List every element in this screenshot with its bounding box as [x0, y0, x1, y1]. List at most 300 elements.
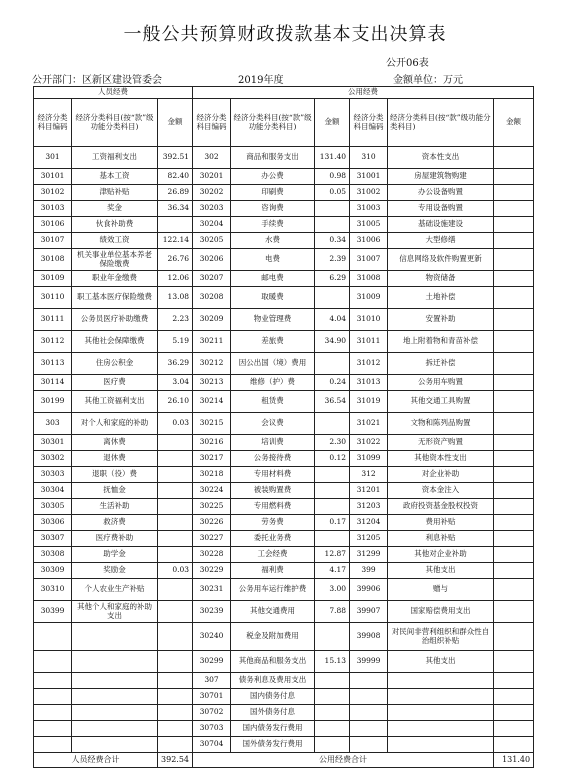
cell-code: 30201	[193, 169, 231, 185]
cell-amount	[315, 483, 350, 499]
cell-name: 水费	[231, 233, 315, 249]
cell-amount	[158, 689, 193, 705]
cell-amount	[158, 601, 193, 623]
cell-name: 政府投资基金股权投资	[388, 499, 494, 515]
cell-amount: 2.39	[315, 249, 350, 271]
cell-code: 30213	[193, 375, 231, 391]
cell-amount	[158, 651, 193, 673]
cell-code: 30112	[34, 331, 72, 353]
cell-amount: 13.08	[158, 287, 193, 309]
cell-name: 被装购置费	[231, 483, 315, 499]
cell-code: 31012	[350, 353, 388, 375]
table-row	[34, 391, 534, 413]
cell-code	[34, 651, 72, 673]
cell-code: 31005	[350, 217, 388, 233]
cell-code: 30399	[34, 601, 72, 623]
report-title: 一般公共预算财政拨款基本支出决算表	[123, 24, 447, 45]
cell-name: 办公费	[231, 169, 315, 185]
table-row	[34, 147, 534, 169]
cell-name: 物资储备	[388, 271, 494, 287]
cell-name: 抚恤金	[72, 483, 158, 499]
cell-code: 30218	[193, 467, 231, 483]
cell-amount	[494, 531, 534, 547]
cell-code: 303	[34, 413, 72, 435]
cell-amount	[494, 353, 534, 375]
cell-amount	[315, 499, 350, 515]
cell-name: 物业管理费	[231, 309, 315, 331]
cell-amount	[315, 673, 350, 689]
cell-name: 其他社会保障缴费	[72, 331, 158, 353]
cell-amount	[315, 287, 350, 309]
cell-name: 电费	[231, 249, 315, 271]
cell-amount	[494, 737, 534, 753]
cell-amount	[494, 435, 534, 451]
cell-code: 31022	[350, 435, 388, 451]
table-row	[34, 515, 534, 531]
table-row	[34, 233, 534, 249]
cell-code: 30102	[34, 185, 72, 201]
cell-amount	[494, 217, 534, 233]
cell-amount: 6.29	[315, 271, 350, 287]
cell-name: 办公设备购置	[388, 185, 494, 201]
cell-name	[388, 721, 494, 737]
cell-amount: 5.19	[158, 331, 193, 353]
cell-amount: 12.06	[158, 271, 193, 287]
table-row	[34, 531, 534, 547]
cell-amount	[494, 331, 534, 353]
cell-code: 30216	[193, 435, 231, 451]
cell-name: 委托业务费	[231, 531, 315, 547]
cell-name: 租赁费	[231, 391, 315, 413]
cell-name: 退休费	[72, 451, 158, 467]
cell-name: 工资福利支出	[72, 147, 158, 169]
cell-code	[350, 721, 388, 737]
cell-amount	[158, 579, 193, 601]
table-row	[34, 579, 534, 601]
cell-name: 差旅费	[231, 331, 315, 353]
table-code: 公开06表	[386, 58, 429, 69]
cell-code: 399	[350, 563, 388, 579]
cell-name: 其他支出	[388, 651, 494, 673]
cell-code: 31099	[350, 451, 388, 467]
cell-name: 退职（役）费	[72, 467, 158, 483]
table-row	[34, 563, 534, 579]
cell-amount	[315, 201, 350, 217]
cell-code: 30111	[34, 309, 72, 331]
cell-name: 资本性支出	[388, 147, 494, 169]
cell-code: 31021	[350, 413, 388, 435]
table-row	[34, 435, 534, 451]
cell-name: 工会经费	[231, 547, 315, 563]
public-total-value: 131.40	[494, 753, 534, 768]
cell-amount	[315, 689, 350, 705]
cell-amount	[494, 623, 534, 651]
cell-name: 福利费	[231, 563, 315, 579]
cell-code: 30239	[193, 601, 231, 623]
cell-code: 31008	[350, 271, 388, 287]
cell-amount	[494, 201, 534, 217]
cell-code: 30107	[34, 233, 72, 249]
cell-name: 救济费	[72, 515, 158, 531]
cell-code: 30211	[193, 331, 231, 353]
cell-amount	[494, 705, 534, 721]
cell-amount	[494, 391, 534, 413]
department-label: 公开部门：区新区建设管委会	[32, 75, 162, 86]
cell-code	[34, 737, 72, 753]
cell-code	[34, 721, 72, 737]
cell-code: 30701	[193, 689, 231, 705]
cell-name: 文物和陈列品购置	[388, 413, 494, 435]
cell-code	[34, 689, 72, 705]
cell-code: 30217	[193, 451, 231, 467]
cell-code	[350, 705, 388, 721]
cell-name: 取暖费	[231, 287, 315, 309]
cell-amount: 82.40	[158, 169, 193, 185]
table-row	[34, 737, 534, 753]
table-row	[34, 217, 534, 233]
table-row	[34, 309, 534, 331]
cell-amount	[494, 673, 534, 689]
cell-code: 30229	[193, 563, 231, 579]
cell-amount: 36.54	[315, 391, 350, 413]
cell-code: 30226	[193, 515, 231, 531]
cell-name: 医疗费	[72, 375, 158, 391]
table-row	[34, 249, 534, 271]
cell-code: 30212	[193, 353, 231, 375]
cell-amount	[158, 547, 193, 563]
cell-code: 39999	[350, 651, 388, 673]
cell-name: 助学金	[72, 547, 158, 563]
cell-code	[34, 673, 72, 689]
table-row	[34, 169, 534, 185]
table-row	[34, 185, 534, 201]
cell-name: 专用燃料费	[231, 499, 315, 515]
cell-name: 职业年金缴费	[72, 271, 158, 287]
cell-code: 31019	[350, 391, 388, 413]
cell-name: 商品和服务支出	[231, 147, 315, 169]
cell-code: 30225	[193, 499, 231, 515]
cell-name	[388, 737, 494, 753]
cell-code: 31009	[350, 287, 388, 309]
cell-code: 30305	[34, 499, 72, 515]
cell-amount	[158, 435, 193, 451]
cell-name: 公务员医疗补助缴费	[72, 309, 158, 331]
cell-name: 伙食补助费	[72, 217, 158, 233]
cell-amount	[494, 547, 534, 563]
year-label: 2019年度	[238, 75, 284, 86]
cell-amount	[315, 737, 350, 753]
cell-amount: 36.29	[158, 353, 193, 375]
cell-name	[72, 623, 158, 651]
cell-name: 机关事业单位基本养老保险缴费	[72, 249, 158, 271]
cell-amount: 2.30	[315, 435, 350, 451]
cell-amount	[494, 579, 534, 601]
cell-amount: 4.04	[315, 309, 350, 331]
cell-name: 邮电费	[231, 271, 315, 287]
table-row	[34, 499, 534, 515]
cell-amount	[494, 271, 534, 287]
cell-code: 39906	[350, 579, 388, 601]
cell-code: 30231	[193, 579, 231, 601]
cell-amount: 26.10	[158, 391, 193, 413]
cell-code: 30209	[193, 309, 231, 331]
personnel-total-label: 人员经费合计	[34, 753, 158, 768]
cell-code: 30304	[34, 483, 72, 499]
cell-amount	[158, 737, 193, 753]
cell-name: 其他支出	[388, 563, 494, 579]
cell-code: 30704	[193, 737, 231, 753]
cell-name: 其他个人和家庭的补助支出	[72, 601, 158, 623]
cell-amount	[494, 147, 534, 169]
public-group-header: 公用经费	[193, 87, 534, 99]
cell-amount	[315, 217, 350, 233]
cell-amount: 12.87	[315, 547, 350, 563]
cell-name: 公务用车运行维护费	[231, 579, 315, 601]
cell-name: 因公出国（境）费用	[231, 353, 315, 375]
cell-name: 信息网络及软件购置更新	[388, 249, 494, 271]
cell-amount	[158, 217, 193, 233]
cell-amount	[494, 169, 534, 185]
cell-code	[34, 705, 72, 721]
cell-code: 30703	[193, 721, 231, 737]
cell-amount: 0.34	[315, 233, 350, 249]
cell-amount	[158, 673, 193, 689]
cell-amount: 2.23	[158, 309, 193, 331]
col-header-code: 经济分类科目编码	[350, 99, 388, 147]
cell-amount	[494, 375, 534, 391]
cell-name: 绩效工资	[72, 233, 158, 249]
cell-amount: 15.13	[315, 651, 350, 673]
cell-code	[350, 737, 388, 753]
cell-name: 基础设施建设	[388, 217, 494, 233]
cell-name: 离休费	[72, 435, 158, 451]
expenditure-table	[33, 86, 534, 768]
table-row	[34, 601, 534, 623]
cell-amount	[158, 721, 193, 737]
cell-name: 医疗费补助	[72, 531, 158, 547]
cell-amount	[315, 721, 350, 737]
cell-amount: 0.24	[315, 375, 350, 391]
cell-amount: 3.00	[315, 579, 350, 601]
cell-name: 其他资本性支出	[388, 451, 494, 467]
cell-name: 对民间非营利组织和群众性自治组织补贴	[388, 623, 494, 651]
cell-name: 奖金	[72, 201, 158, 217]
cell-amount: 392.51	[158, 147, 193, 169]
cell-name: 劳务费	[231, 515, 315, 531]
cell-code: 31001	[350, 169, 388, 185]
cell-code: 30204	[193, 217, 231, 233]
cell-name: 培训费	[231, 435, 315, 451]
cell-name: 公务用车购置	[388, 375, 494, 391]
cell-amount: 26.76	[158, 249, 193, 271]
cell-code: 31003	[350, 201, 388, 217]
cell-amount	[494, 451, 534, 467]
cell-name	[72, 651, 158, 673]
cell-amount: 36.34	[158, 201, 193, 217]
cell-amount	[315, 531, 350, 547]
cell-name: 个人农业生产补贴	[72, 579, 158, 601]
cell-amount	[494, 499, 534, 515]
col-header-amount: 金额	[315, 99, 350, 147]
cell-name: 利息补贴	[388, 531, 494, 547]
cell-name: 专用设备购置	[388, 201, 494, 217]
table-row	[34, 287, 534, 309]
cell-amount: 7.88	[315, 601, 350, 623]
cell-name: 无形资产购置	[388, 435, 494, 451]
col-header-name: 经济分类科目(按“款”级功能分类科目)	[72, 99, 158, 147]
cell-code: 30214	[193, 391, 231, 413]
cell-code: 307	[193, 673, 231, 689]
col-header-amount: 金额	[494, 99, 534, 147]
cell-name: 其他对企业补助	[388, 547, 494, 563]
cell-code: 30302	[34, 451, 72, 467]
cell-name: 拆迁补偿	[388, 353, 494, 375]
cell-amount	[315, 353, 350, 375]
cell-amount	[494, 483, 534, 499]
cell-name: 国内债务付息	[231, 689, 315, 705]
cell-amount	[315, 705, 350, 721]
cell-amount	[494, 563, 534, 579]
cell-amount	[494, 233, 534, 249]
cell-name: 维修（护）费	[231, 375, 315, 391]
cell-code: 310	[350, 147, 388, 169]
cell-code: 31006	[350, 233, 388, 249]
cell-code: 31201	[350, 483, 388, 499]
cell-code: 30227	[193, 531, 231, 547]
cell-name: 生活补助	[72, 499, 158, 515]
table-row	[34, 547, 534, 563]
cell-code: 31205	[350, 531, 388, 547]
cell-amount: 131.40	[315, 147, 350, 169]
cell-code: 31013	[350, 375, 388, 391]
cell-name: 地上附着物和青苗补偿	[388, 331, 494, 353]
cell-code: 301	[34, 147, 72, 169]
cell-name: 债务利息及费用支出	[231, 673, 315, 689]
cell-name: 津贴补贴	[72, 185, 158, 201]
cell-code: 30207	[193, 271, 231, 287]
cell-code: 31203	[350, 499, 388, 515]
table-row	[34, 483, 534, 499]
table-row	[34, 413, 534, 435]
cell-amount: 122.14	[158, 233, 193, 249]
cell-name: 对个人和家庭的补助	[72, 413, 158, 435]
cell-amount: 0.98	[315, 169, 350, 185]
cell-code: 30309	[34, 563, 72, 579]
cell-code: 30301	[34, 435, 72, 451]
cell-code: 30215	[193, 413, 231, 435]
cell-name: 大型修缮	[388, 233, 494, 249]
cell-name: 公务接待费	[231, 451, 315, 467]
cell-name: 其他交通工具购置	[388, 391, 494, 413]
cell-code	[350, 689, 388, 705]
cell-code: 30303	[34, 467, 72, 483]
cell-amount: 26.89	[158, 185, 193, 201]
cell-name: 税金及附加费用	[231, 623, 315, 651]
cell-name	[72, 705, 158, 721]
table-row	[34, 651, 534, 673]
cell-name: 专用材料费	[231, 467, 315, 483]
cell-amount: 0.05	[315, 185, 350, 201]
cell-amount	[315, 413, 350, 435]
cell-amount: 0.12	[315, 451, 350, 467]
cell-amount	[315, 623, 350, 651]
cell-code: 302	[193, 147, 231, 169]
cell-code: 30224	[193, 483, 231, 499]
table-row	[34, 451, 534, 467]
cell-amount	[158, 483, 193, 499]
cell-code	[350, 673, 388, 689]
cell-code: 39908	[350, 623, 388, 651]
cell-amount: 0.03	[158, 563, 193, 579]
table-row	[34, 623, 534, 651]
cell-code: 30114	[34, 375, 72, 391]
col-header-code: 经济分类科目编码	[193, 99, 231, 147]
cell-amount	[494, 467, 534, 483]
cell-name: 国家赔偿费用支出	[388, 601, 494, 623]
col-header-name: 经济分类科目(按“款”级功能分类科目)	[231, 99, 315, 147]
cell-name: 国外债务付息	[231, 705, 315, 721]
cell-amount	[494, 413, 534, 435]
cell-code: 30308	[34, 547, 72, 563]
personnel-group-header: 人员经费	[34, 87, 193, 99]
cell-name: 赠与	[388, 579, 494, 601]
cell-code: 31010	[350, 309, 388, 331]
cell-name: 其他工资福利支出	[72, 391, 158, 413]
table-row	[34, 271, 534, 287]
cell-code: 31011	[350, 331, 388, 353]
cell-amount	[494, 721, 534, 737]
table-row	[34, 705, 534, 721]
cell-name	[72, 673, 158, 689]
cell-code: 39907	[350, 601, 388, 623]
cell-amount	[158, 499, 193, 515]
cell-name: 其他交通费用	[231, 601, 315, 623]
currency-unit-label: 金额单位：万元	[393, 75, 463, 86]
cell-amount: 0.17	[315, 515, 350, 531]
cell-code: 312	[350, 467, 388, 483]
cell-name: 其他商品和服务支出	[231, 651, 315, 673]
cell-code: 30702	[193, 705, 231, 721]
cell-code: 31002	[350, 185, 388, 201]
cell-amount	[158, 531, 193, 547]
col-header-name: 经济分类科目(按“款”级功能分类科目)	[388, 99, 494, 147]
cell-code: 31299	[350, 547, 388, 563]
cell-amount	[494, 249, 534, 271]
cell-amount	[494, 689, 534, 705]
table-row	[34, 467, 534, 483]
cell-name	[72, 721, 158, 737]
cell-name: 土地补偿	[388, 287, 494, 309]
table-row	[34, 331, 534, 353]
cell-name	[72, 737, 158, 753]
cell-name	[388, 673, 494, 689]
cell-code: 30240	[193, 623, 231, 651]
public-total-label: 公用经费合计	[193, 753, 494, 768]
table-row	[34, 201, 534, 217]
cell-code: 30206	[193, 249, 231, 271]
cell-code: 31204	[350, 515, 388, 531]
cell-name	[388, 689, 494, 705]
cell-code: 30109	[34, 271, 72, 287]
cell-code: 30307	[34, 531, 72, 547]
table-row	[34, 353, 534, 375]
cell-code: 30108	[34, 249, 72, 271]
cell-amount: 0.03	[158, 413, 193, 435]
cell-amount	[158, 515, 193, 531]
cell-amount: 4.17	[315, 563, 350, 579]
cell-code: 30101	[34, 169, 72, 185]
cell-amount	[494, 309, 534, 331]
